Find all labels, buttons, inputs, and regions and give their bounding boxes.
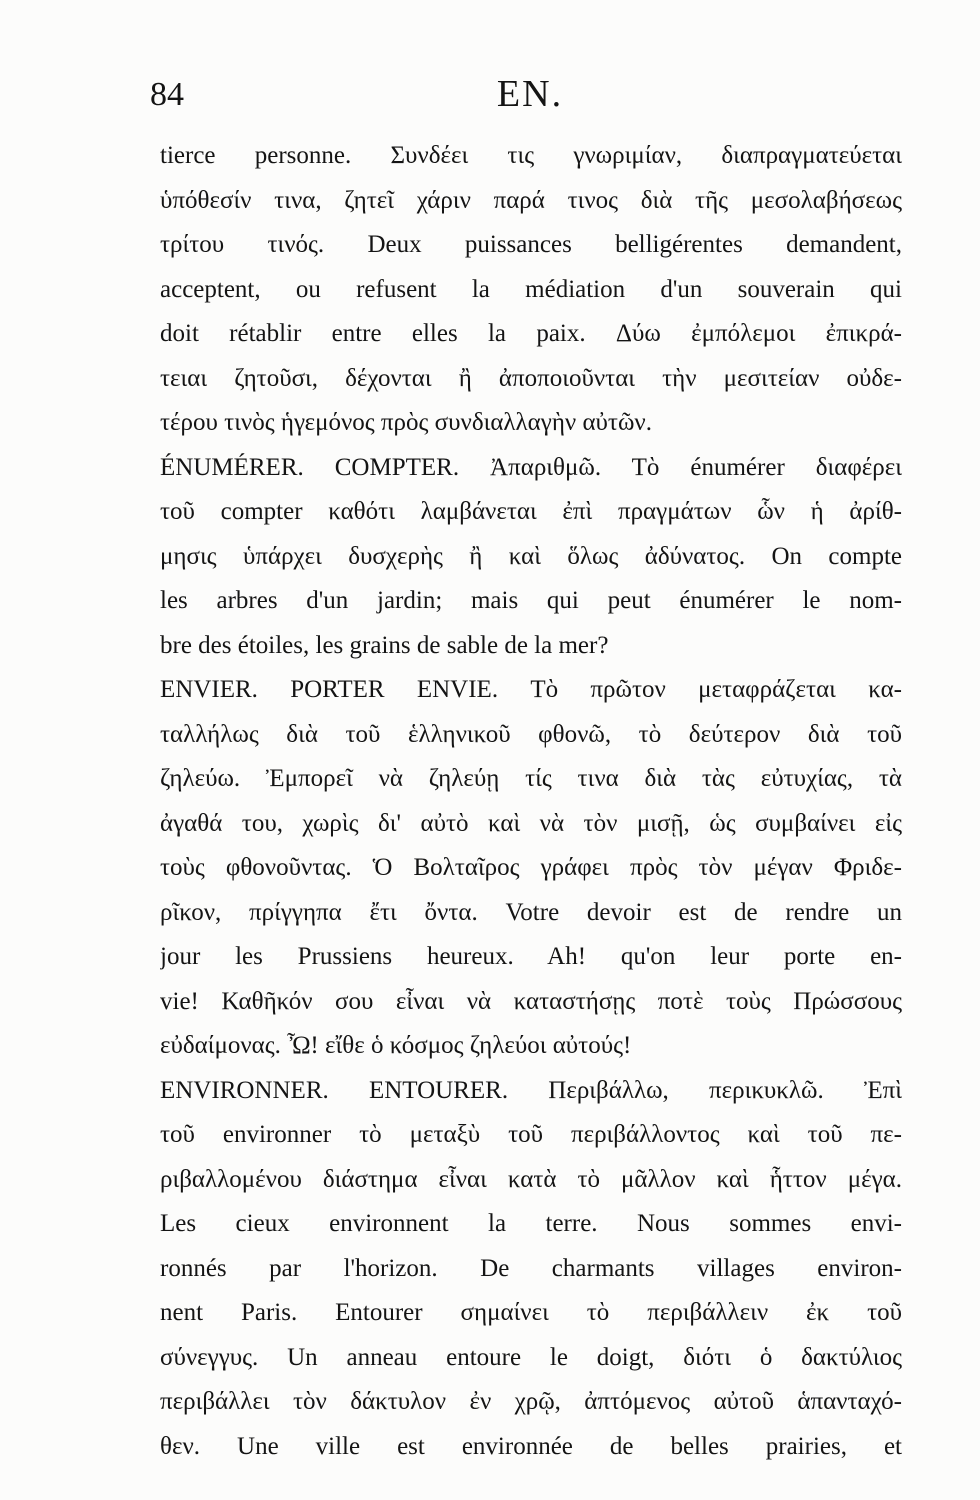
- text-line: ENVIRONNER. ENTOURER. Περιβάλλω, περικυκλῶ. Ἐπὶ: [160, 1076, 902, 1104]
- text-line: Les cieux environnent la terre. Nous sommes envi-: [160, 1210, 902, 1237]
- text-line: σύνεγγυς. Un anneau entoure le doigt, διότι ὁ δακτύλιος: [160, 1343, 902, 1371]
- text-line: μησις ὑπάρχει δυσχερὴς ἢ καὶ ὅλως ἀδύνατος. On compte: [160, 542, 902, 570]
- text-line: ÉNUMÉRER. COMPTER. Ἀπαριθμῶ. Τὸ énumérer διαφέρει: [160, 453, 902, 481]
- text-line: les arbres d'un jardin; mais qui peut énumérer le nom-: [160, 587, 902, 614]
- text-line: ζηλεύω. Ἐμπορεῖ νὰ ζηλεύῃ τίς τινα διὰ τὰς εὐτυχίας, τὰ: [160, 765, 902, 792]
- text-line: tierce personne. Συνδέει τις γνωριμίαν, διαπραγματεύεται: [160, 142, 902, 169]
- text-line: θεν. Une ville est environnée de belles prairies, et: [160, 1432, 902, 1460]
- page-number: 84: [150, 76, 184, 113]
- text-line: τειαι ζητοῦσι, δέχονται ἢ ἀποποιοῦνται τὴν μεσιτείαν οὐδε-: [160, 364, 902, 392]
- text-line: ταλλήλως διὰ τοῦ ἑλληνικοῦ φθονῶ, τὸ δεύτερον διὰ τοῦ: [160, 720, 902, 748]
- body-text: [160, 134, 902, 1469]
- text-line: τέρου τινὸς ἡγεμόνος πρὸς συνδιαλλαγὴν αὐτῶν.: [160, 409, 652, 436]
- page-header: [150, 68, 910, 118]
- text-line: ριβαλλομένου διάστημα εἶναι κατὰ τὸ μᾶλλον καὶ ἧττον μέγα.: [160, 1165, 902, 1193]
- text-line: τοὺς φθονοῦντας. Ὁ Βολταῖρος γράφει πρὸς τὸν μέγαν Φριδε-: [160, 854, 902, 881]
- text-line: doit rétablir entre elles la paix. Δύω ἐμπόλεμοι ἐπικρά-: [160, 320, 902, 347]
- text-line: τοῦ environner τὸ μεταξὺ τοῦ περιβάλλοντος καὶ τοῦ πε-: [160, 1121, 902, 1148]
- text-line: εὐδαίμονας. Ὦ! εἴθε ὁ κόσμος ζηλεύοι αὐτούς!: [160, 1032, 632, 1059]
- text-line: ρῖκον, πρίγγηπα ἔτι ὄντα. Votre devoir est de rendre un: [160, 898, 902, 926]
- text-line: ὑπόθεσίν τινα, ζητεῖ χάριν παρά τινος διὰ τῆς μεσολαβήσεως: [160, 186, 902, 214]
- text-line: ronnés par l'horizon. De charmants villages environ-: [160, 1254, 902, 1282]
- text-line: τοῦ compter καθότι λαμβάνεται ἐπὶ πραγμάτων ὧν ἡ ἀρίθ-: [160, 498, 902, 525]
- text-line: περιβάλλει τὸν δάκτυλον ἐν χρῷ, ἀπτόμενος αὐτοῦ ἁπανταχό-: [160, 1388, 902, 1415]
- text-line: τρίτου τινός. Deux puissances belligérentes demandent,: [160, 231, 902, 258]
- text-line: jour les Prussiens heureux. Ah! qu'on leur porte en-: [160, 943, 902, 970]
- text-line: acceptent, ou refusent la médiation d'un souverain qui: [160, 275, 902, 303]
- text-line: ἀγαθά του, χωρὶς δι' αὐτὸ καὶ νὰ τὸν μισῇ, ὡς συμβαίνει εἰς: [160, 809, 902, 837]
- text-line: vie! Καθῆκόν σου εἶναι νὰ καταστήσῃς ποτὲ τοὺς Πρώσσους: [160, 987, 902, 1015]
- running-head: EN.: [496, 73, 564, 115]
- text-line: bre des étoiles, les grains de sable de la mer?: [160, 631, 609, 659]
- text-line: nent Paris. Entourer σημαίνει τὸ περιβάλλειν ἐκ τοῦ: [160, 1299, 902, 1326]
- text-line: ENVIER. PORTER ENVIE. Τὸ πρῶτον μεταφράζεται κα-: [160, 676, 902, 703]
